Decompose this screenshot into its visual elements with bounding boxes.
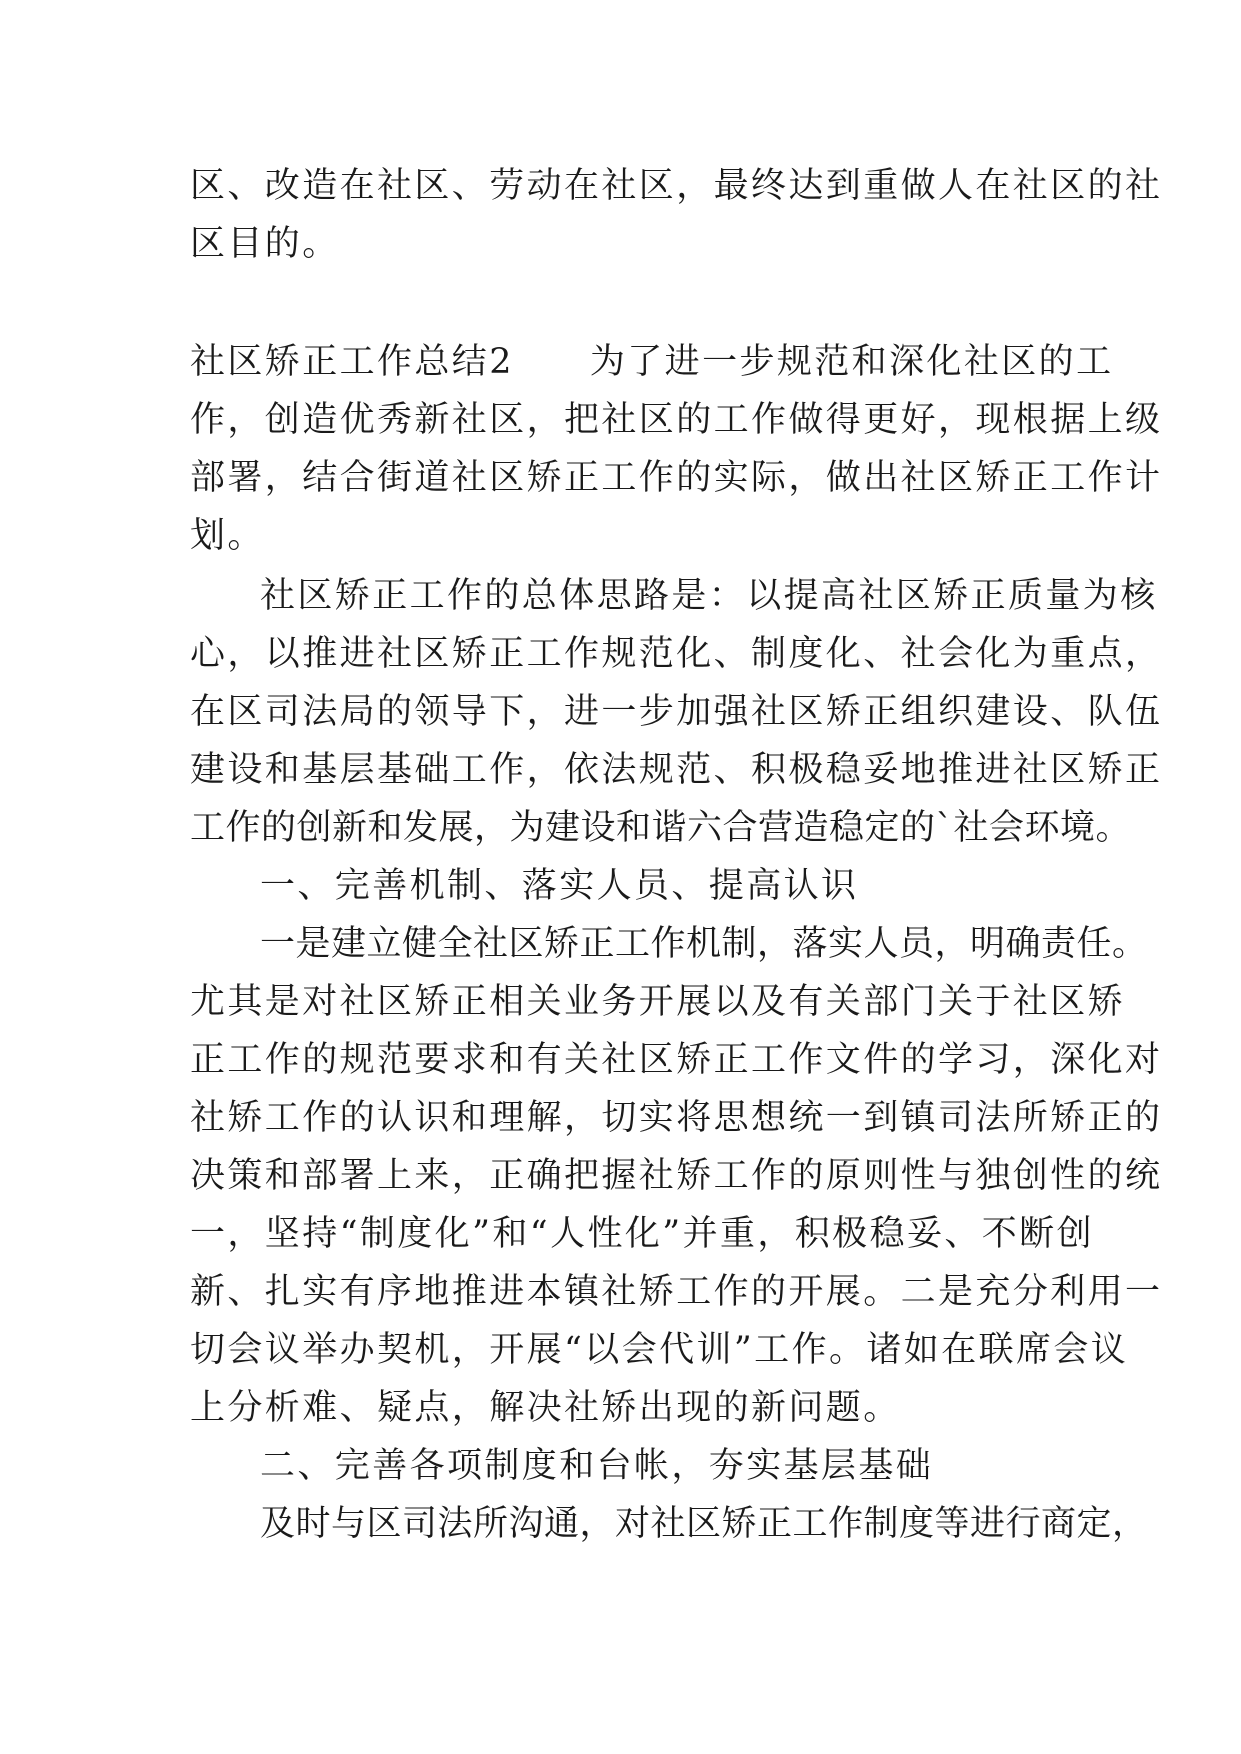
text-line: 正工作的规范要求和有关社区矫正工作文件的学习，深化对 — [190, 1040, 1163, 1080]
text-line: 建设和基层基础工作，依法规范、积极稳妥地推进社区矫正 — [190, 750, 1163, 790]
text-line: 在区司法局的领导下，进一步加强社区矫正组织建设、队伍 — [190, 692, 1163, 732]
text-line: 尤其是对社区矫正相关业务开展以及有关部门关于社区矫 — [190, 982, 1126, 1022]
text-line: 部署，结合街道社区矫正工作的实际，做出社区矫正工作计 — [190, 458, 1163, 498]
text-line: 一，坚持“制度化”和“人性化”并重，积极稳妥、不断创 — [190, 1214, 1094, 1254]
text-line: 新、扎实有序地推进本镇社矫工作的开展。二是充分利用一 — [190, 1272, 1163, 1312]
text-line: 切会议举办契机，开展“以会代训”工作。诸如在联席会议 — [190, 1330, 1129, 1370]
section-title: 二、完善各项制度和台帐，夯实基层基础 — [260, 1446, 934, 1486]
text-line: 社区矫正工作的总体思路是：以提高社区矫正质量为核 — [260, 576, 1158, 616]
heading-text: 为了进一步规范和深化社区的工 — [589, 342, 1114, 382]
section-heading: 社区矫正工作总结2 — [190, 342, 514, 382]
text-line: 区目的。 — [190, 224, 340, 264]
text-line: 一是建立健全社区矫正工作机制，落实人员，明确责任。 — [260, 924, 1148, 964]
text-line: 及时与区司法所沟通，对社区矫正工作制度等进行商定， — [260, 1504, 1148, 1544]
text-line: 工作的创新和发展，为建设和谐六合营造稳定的`社会环境。 — [190, 808, 1132, 848]
text-line: 区、改造在社区、劳动在社区，最终达到重做人在社区的社 — [190, 166, 1163, 206]
heading-line — [190, 340, 1114, 384]
text-line: 作，创造优秀新社区，把社区的工作做得更好，现根据上级 — [190, 400, 1163, 440]
text-line: 决策和部署上来，正确把握社矫工作的原则性与独创性的统 — [190, 1156, 1163, 1196]
section-title: 一、完善机制、落实人员、提高认识 — [260, 866, 859, 906]
text-line: 上分析难、疑点，解决社矫出现的新问题。 — [190, 1388, 901, 1428]
text-line: 划。 — [190, 516, 265, 556]
text-line: 社矫工作的认识和理解，切实将思想统一到镇司法所矫正的 — [190, 1098, 1163, 1138]
text-line: 心，以推进社区矫正工作规范化、制度化、社会化为重点， — [190, 634, 1163, 674]
